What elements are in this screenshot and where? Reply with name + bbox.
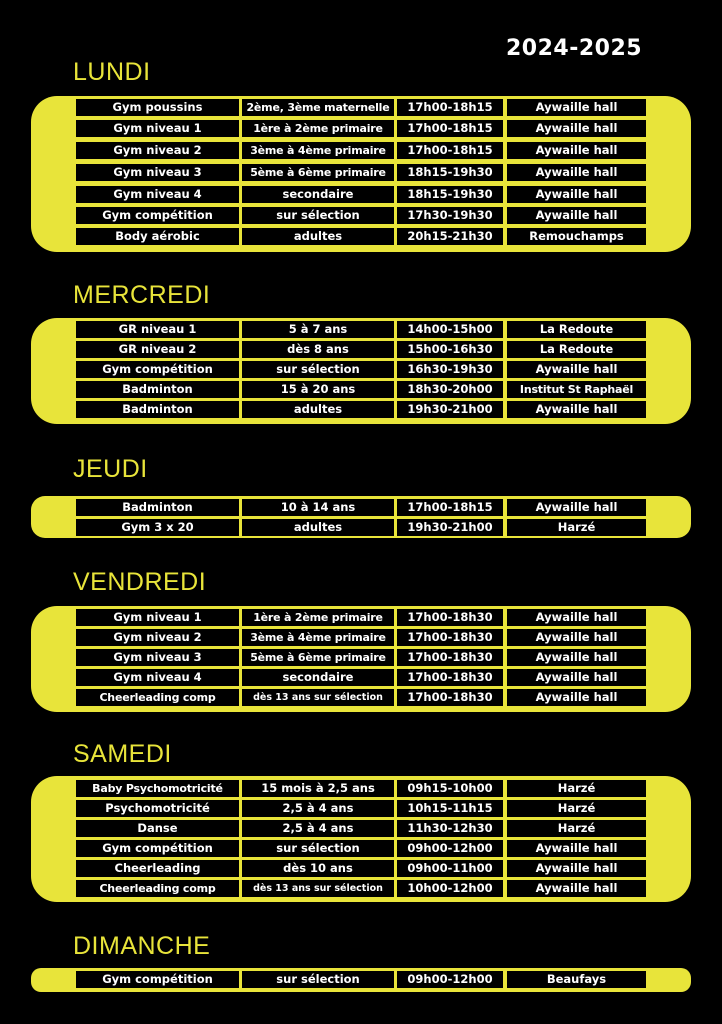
day-title-mercredi: MERCREDI: [73, 281, 211, 309]
place-cell: La Redoute: [507, 341, 646, 358]
table-row: [76, 519, 646, 536]
age-cell: 5ème à 6ème primaire: [242, 164, 394, 181]
place-cell: Aywaille hall: [507, 207, 646, 224]
time-cell: 17h00-18h30: [397, 609, 503, 626]
table-row: [76, 321, 646, 338]
table-row: [76, 860, 646, 877]
age-cell: dès 10 ans: [242, 860, 394, 877]
age-cell: adultes: [242, 519, 394, 536]
table-row: [76, 800, 646, 817]
activity-cell: GR niveau 2: [76, 341, 239, 358]
activity-cell: Gym niveau 2: [76, 629, 239, 646]
activity-cell: Badminton: [76, 499, 239, 516]
time-cell: 09h00-12h00: [397, 971, 503, 988]
place-cell: Harzé: [507, 800, 646, 817]
age-cell: 1ère à 2ème primaire: [242, 609, 394, 626]
place-cell: Aywaille hall: [507, 629, 646, 646]
place-cell: Aywaille hall: [507, 649, 646, 666]
table-row: [76, 341, 646, 358]
table-row: [76, 820, 646, 837]
day-title-vendredi: VENDREDI: [73, 568, 207, 596]
table-row: [76, 120, 646, 137]
time-cell: 18h30-20h00: [397, 381, 503, 398]
table-row: [76, 361, 646, 378]
place-cell: Aywaille hall: [507, 164, 646, 181]
place-cell: Institut St Raphaël: [507, 381, 646, 398]
activity-cell: Gym niveau 4: [76, 186, 239, 203]
age-cell: dès 13 ans sur sélection: [242, 880, 394, 897]
activity-cell: Cheerleading: [76, 860, 239, 877]
age-cell: 5 à 7 ans: [242, 321, 394, 338]
table-row: [76, 689, 646, 706]
place-cell: Aywaille hall: [507, 120, 646, 137]
activity-cell: Gym compétition: [76, 971, 239, 988]
activity-cell: Gym compétition: [76, 361, 239, 378]
table-row: [76, 609, 646, 626]
table-row: [76, 840, 646, 857]
table-row: [76, 381, 646, 398]
time-cell: 15h00-16h30: [397, 341, 503, 358]
place-cell: Beaufays: [507, 971, 646, 988]
age-cell: sur sélection: [242, 971, 394, 988]
activity-cell: Psychomotricité: [76, 800, 239, 817]
time-cell: 19h30-21h00: [397, 401, 503, 418]
table-row: [76, 207, 646, 224]
age-cell: sur sélection: [242, 207, 394, 224]
activity-cell: Gym compétition: [76, 840, 239, 857]
place-cell: Aywaille hall: [507, 361, 646, 378]
time-cell: 19h30-21h00: [397, 519, 503, 536]
activity-cell: Gym niveau 1: [76, 120, 239, 137]
activity-cell: GR niveau 1: [76, 321, 239, 338]
activity-cell: Danse: [76, 820, 239, 837]
place-cell: Aywaille hall: [507, 186, 646, 203]
place-cell: Aywaille hall: [507, 142, 646, 159]
table-row: [76, 164, 646, 181]
place-cell: La Redoute: [507, 321, 646, 338]
table-row: [76, 401, 646, 418]
place-cell: Aywaille hall: [507, 669, 646, 686]
age-cell: 2,5 à 4 ans: [242, 820, 394, 837]
table-row: [76, 186, 646, 203]
time-cell: 09h00-11h00: [397, 860, 503, 877]
activity-cell: Baby Psychomotricité: [76, 780, 239, 797]
time-cell: 17h00-18h15: [397, 499, 503, 516]
time-cell: 09h15-10h00: [397, 780, 503, 797]
age-cell: sur sélection: [242, 840, 394, 857]
day-title-samedi: SAMEDI: [73, 740, 172, 768]
activity-cell: Gym poussins: [76, 99, 239, 116]
table-row: [76, 499, 646, 516]
age-cell: 1ère à 2ème primaire: [242, 120, 394, 137]
activity-cell: Gym niveau 4: [76, 669, 239, 686]
place-cell: Aywaille hall: [507, 99, 646, 116]
age-cell: dès 8 ans: [242, 341, 394, 358]
age-cell: 2ème, 3ème maternelle: [242, 99, 394, 116]
table-row: [76, 971, 646, 988]
place-cell: Harzé: [507, 820, 646, 837]
activity-cell: Cheerleading comp: [76, 689, 239, 706]
age-cell: 5ème à 6ème primaire: [242, 649, 394, 666]
activity-cell: Gym niveau 1: [76, 609, 239, 626]
table-row: [76, 880, 646, 897]
time-cell: 17h30-19h30: [397, 207, 503, 224]
table-row: [76, 142, 646, 159]
table-row: [76, 669, 646, 686]
time-cell: 17h00-18h30: [397, 689, 503, 706]
activity-cell: Badminton: [76, 401, 239, 418]
activity-cell: Badminton: [76, 381, 239, 398]
age-cell: 10 à 14 ans: [242, 499, 394, 516]
table-row: [76, 629, 646, 646]
time-cell: 09h00-12h00: [397, 840, 503, 857]
place-cell: Aywaille hall: [507, 860, 646, 877]
time-cell: 20h15-21h30: [397, 228, 503, 245]
place-cell: Aywaille hall: [507, 840, 646, 857]
time-cell: 17h00-18h30: [397, 649, 503, 666]
activity-cell: Gym niveau 3: [76, 164, 239, 181]
age-cell: 3ème à 4ème primaire: [242, 629, 394, 646]
table-row: [76, 780, 646, 797]
age-cell: secondaire: [242, 186, 394, 203]
table-row: [76, 649, 646, 666]
time-cell: 17h00-18h15: [397, 120, 503, 137]
time-cell: 18h15-19h30: [397, 186, 503, 203]
activity-cell: Gym niveau 2: [76, 142, 239, 159]
age-cell: sur sélection: [242, 361, 394, 378]
table-row: [76, 99, 646, 116]
age-cell: secondaire: [242, 669, 394, 686]
age-cell: adultes: [242, 401, 394, 418]
season-year: 2024-2025: [506, 36, 643, 61]
activity-cell: Gym niveau 3: [76, 649, 239, 666]
time-cell: 11h30-12h30: [397, 820, 503, 837]
place-cell: Aywaille hall: [507, 499, 646, 516]
age-cell: 2,5 à 4 ans: [242, 800, 394, 817]
table-row: [76, 228, 646, 245]
day-title-jeudi: JEUDI: [73, 455, 148, 483]
place-cell: Aywaille hall: [507, 880, 646, 897]
time-cell: 17h00-18h15: [397, 99, 503, 116]
place-cell: Aywaille hall: [507, 689, 646, 706]
time-cell: 10h15-11h15: [397, 800, 503, 817]
place-cell: Remouchamps: [507, 228, 646, 245]
day-title-lundi: LUNDI: [73, 58, 151, 86]
age-cell: 3ème à 4ème primaire: [242, 142, 394, 159]
day-title-dimanche: DIMANCHE: [73, 932, 211, 960]
time-cell: 14h00-15h00: [397, 321, 503, 338]
age-cell: 15 à 20 ans: [242, 381, 394, 398]
place-cell: Harzé: [507, 780, 646, 797]
activity-cell: Gym compétition: [76, 207, 239, 224]
activity-cell: Body aérobic: [76, 228, 239, 245]
time-cell: 17h00-18h30: [397, 669, 503, 686]
time-cell: 18h15-19h30: [397, 164, 503, 181]
activity-cell: Cheerleading comp: [76, 880, 239, 897]
age-cell: dès 13 ans sur sélection: [242, 689, 394, 706]
age-cell: adultes: [242, 228, 394, 245]
age-cell: 15 mois à 2,5 ans: [242, 780, 394, 797]
place-cell: Aywaille hall: [507, 401, 646, 418]
time-cell: 16h30-19h30: [397, 361, 503, 378]
place-cell: Harzé: [507, 519, 646, 536]
time-cell: 10h00-12h00: [397, 880, 503, 897]
activity-cell: Gym 3 x 20: [76, 519, 239, 536]
time-cell: 17h00-18h30: [397, 629, 503, 646]
time-cell: 17h00-18h15: [397, 142, 503, 159]
place-cell: Aywaille hall: [507, 609, 646, 626]
